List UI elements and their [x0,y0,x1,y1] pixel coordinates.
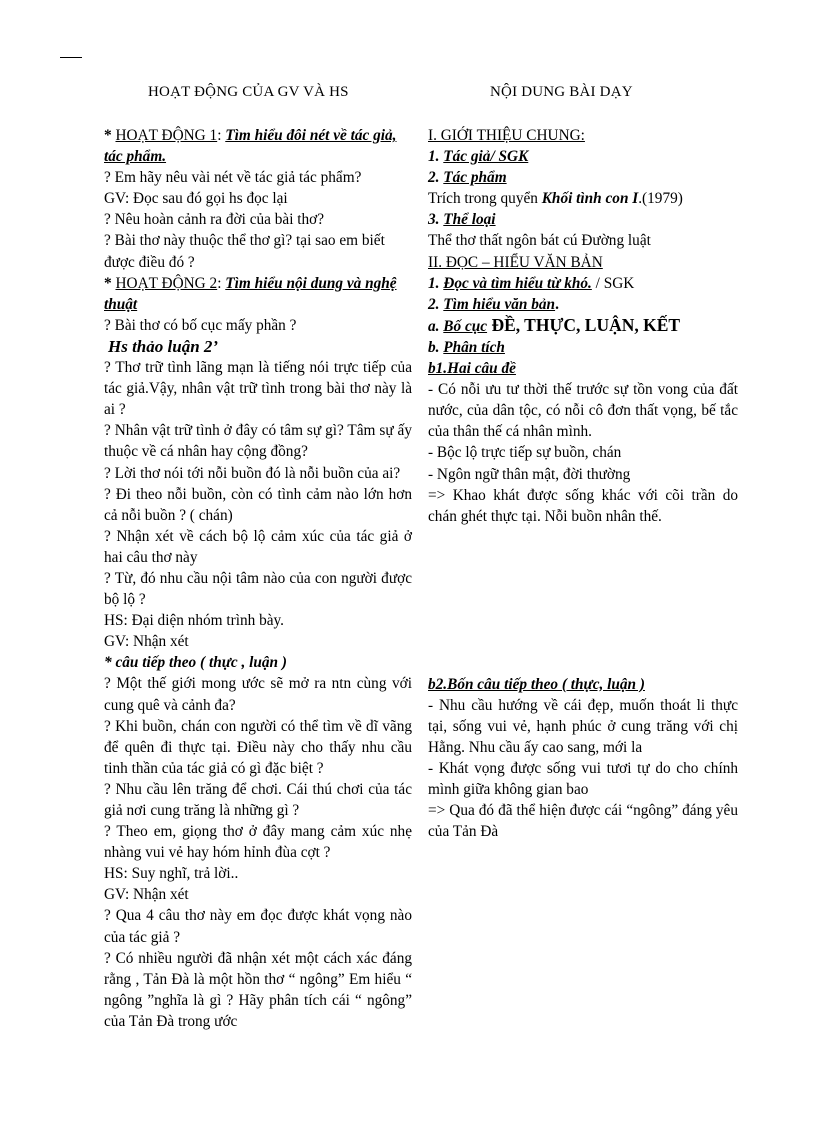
content-point: - Có nỗi ưu tư thời thế trước sự tồn vong của đất nước, của dân tộc, có nỗi cô đơn thất vọng, bế tắc của thân thế cá nhân mình. [428,381,738,441]
content-conclusion: => Khao khát được sống khác với cõi trần do chán ghét thực tại. Nỗi buồn nhân thế. [428,486,738,525]
activity-2-label: HOẠT ĐỘNG 2 [115,274,218,292]
content-conclusion: => Qua đó đã thể hiện được cái “ngông” đáng yêu của Tản Đà [428,802,738,841]
book-title: Khối tình con I [541,190,639,208]
section-2-heading: II. ĐỌC – HIỂU VĂN BẢN [428,253,603,271]
question: ? Nhân vật trữ tình ở đây có tâm sự gì? Tâm sự ấy thuộc về cá nhân hay cộng đồng? [104,422,412,461]
question: ? Bài thơ có bố cục mấy phần ? [104,316,297,334]
section-1-heading: I. GIỚI THIỆU CHUNG: [428,127,585,144]
content-point: - Khát vọng được sống vui tươi tự do cho chính mình giữa không gian bao [428,760,738,799]
structure-item: a. Bố cục ĐỀ, THỰC, LUẬN, KẾT [428,314,681,335]
teacher-note: GV: Đọc sau đó gọi hs đọc lại [104,190,288,208]
work-item: 2. Tác phẩm [428,169,507,187]
left-column-header: HOẠT ĐỘNG CỦA GV VÀ HS [148,84,349,100]
content-point: - Nhu cầu hướng về cái đẹp, muốn thoát li thực tại, sống vui vẻ, hạnh phúc ở cung trăng với chị Hằng. Nhu cầu ấy cao sang, mới la [428,696,738,757]
teacher-note: GV: Nhận xét [104,886,189,904]
content-point: - Bộc lộ trực tiếp sự buồn, chán [428,444,622,462]
reading-item: 1. Đọc và tìm hiểu từ khó. / SGK [428,274,635,292]
student-note: HS: Đại diện nhóm trình bày. [104,612,284,630]
question: ? Thơ trữ tình lãng mạn là tiếng nói trực tiếp của tác giả.Vậy, nhân vật trữ tình trong bài thơ này là ai ? [104,359,412,419]
activity-2-heading: * HOẠT ĐỘNG 2: Tìm hiểu nội dung và nghệ thuật [104,274,397,313]
b1-heading: b1.Hai câu đề [428,360,516,378]
question: ? Một thế giới mong ước sẽ mở ra ntn cùng với cung quê và cảnh đa? [104,675,412,714]
content-point: - Ngôn ngữ thân mật, đời thường [428,465,631,483]
section-heading-next-lines: * câu tiếp theo ( thực , luận ) [104,654,287,672]
question: ? Qua 4 câu thơ này em đọc được khát vọng nào của tác giả ? [104,907,412,946]
question: ? Lời thơ nói tới nỗi buồn đó là nỗi buồn của ai? [104,464,401,482]
right-column-header: NỘI DUNG BÀI DẠY [490,84,633,100]
text-study-item: 2. Tìm hiểu văn bản. [428,295,559,313]
work-source: Trích trong quyển Khối tình con I.(1979) [428,190,683,208]
question: ? Nhận xét về cách bộ lộ cảm xúc của tác giả ở hai câu thơ này [104,527,412,566]
genre-text: Thể thơ thất ngôn bát cú Đường luật [428,232,651,250]
activity-2-title: Tìm hiểu nội dung và nghệ thuật [104,274,397,313]
lesson-content-column [428,125,738,843]
question: ? Nhu cầu lên trăng để chơi. Cái thú chơi của tác giả nơi cung trăng là những gì ? [104,780,412,819]
question: ? Theo em, giọng thơ ở đây mang cảm xúc nhẹ nhàng vui vẻ hay hóm hỉnh đùa cợt ? [104,823,412,862]
question: ? Đi theo nỗi buồn, còn có tình cảm nào lớn hơn cả nỗi buồn ? ( chán) [104,485,412,524]
page-top-dash [60,57,82,58]
author-item: 1. Tác giả/ SGK [428,148,529,166]
teacher-note: GV: Nhận xét [104,633,189,651]
question: ? Bài thơ này thuộc thể thơ gì? tại sao em biết được điều đó ? [104,232,385,271]
question: ? Từ, đó nhu cầu nội tâm nào của con người được bộ lộ ? [104,569,412,609]
question: ? Nêu hoàn cảnh ra đời của bài thơ? [104,211,325,229]
group-discussion-label: Hs thảo luận 2’ [108,336,219,356]
b2-heading: b2.Bốn câu tiếp theo ( thực, luận ) [428,675,645,693]
activity-1-label: HOẠT ĐỘNG 1 [115,127,218,144]
question: ? Có nhiều người đã nhận xét một cách xác đáng rằng , Tản Đà là một hồn thơ “ ngông” Em hiểu “ ngông ”nghĩa là gì ? Hãy phân tích cái “ ngông” của Tản Đà trong ước [104,949,412,1030]
analysis-item: b. Phân tích [428,338,505,356]
question: ? Khi buồn, chán con người có thể tìm về dĩ vãng để quên đi thực tại. Điều này cho thấy nhu cầu tinh thần của tác giả có gì đặc biệt ? [104,717,412,777]
teacher-student-activities-column [104,125,412,1032]
activity-1-heading: * HOẠT ĐỘNG 1: Tìm hiểu đôi nét về tác giả, tác phẩm. [104,127,397,166]
student-note: HS: Suy nghĩ, trả lời.. [104,865,239,883]
genre-item: 3. Thể loại [428,211,496,229]
question: ? Em hãy nêu vài nét về tác giả tác phẩm? [104,169,362,187]
activity-1-title: Tìm hiểu đôi nét về tác giả, tác phẩm. [104,127,397,166]
